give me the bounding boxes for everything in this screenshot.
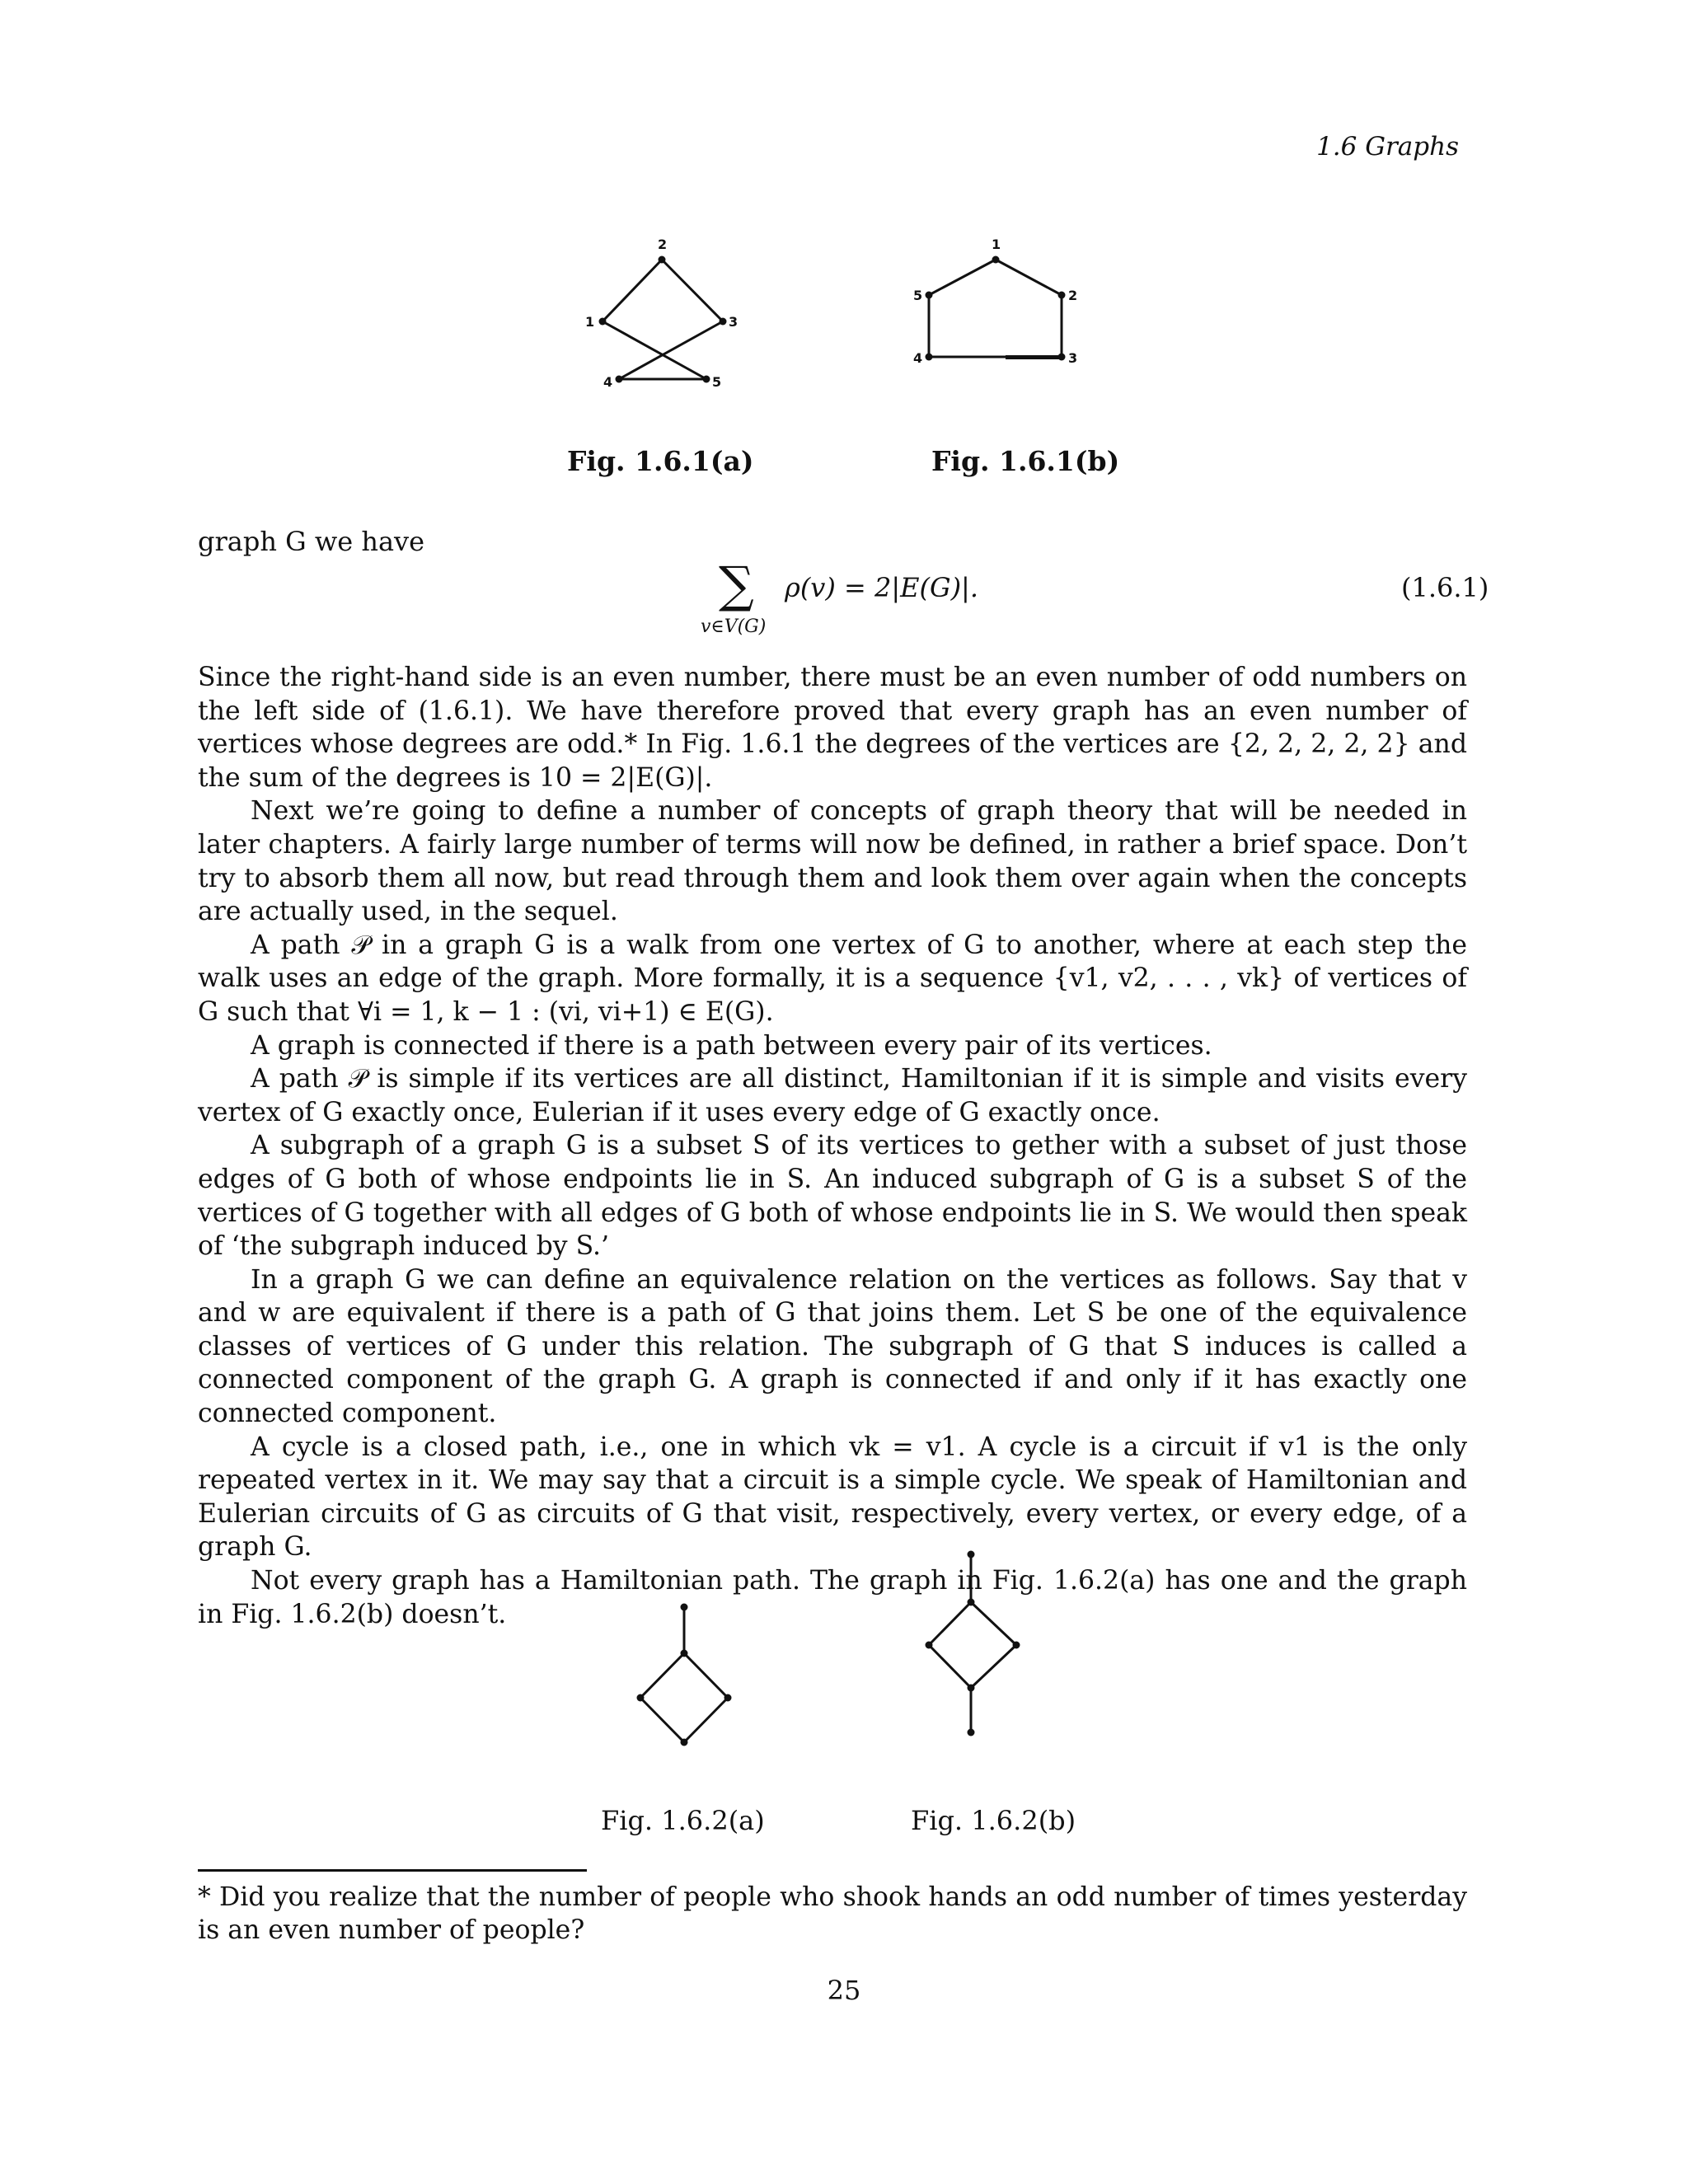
page-number: 25 [827, 1975, 861, 2006]
graph-edge [971, 1645, 1016, 1688]
paragraph: Not every graph has a Hamiltonian path. The graph in Fig. 1.6.2(a) has one and the graph in Fig. 1.6.2(b) doesn’t. [198, 1566, 1467, 1629]
graph-vertex [681, 1604, 688, 1611]
paragraph: Next we’re going to define a number of concepts of graph theory that will be needed in later chapters. A fairly large number of terms will now be defined, in rather a brief space. Don’t try to absorb them all now, but read through them and look them over again when the concepts are actually used, in the sequel. [198, 796, 1467, 927]
graph-vertex [992, 256, 1000, 264]
graph-edge [684, 1698, 728, 1742]
graph-edge [619, 321, 723, 379]
paragraph: A subgraph of a graph G is a subset S of its vertices to gether with a subset of just those edges of G both of whose endpoints lie in S. An induced subgraph of G is a subset S of the vertices of G together with all edges of G both of whose endpoints lie in S. We would then speak of ‘the subgraph induced by S.’ [198, 1131, 1467, 1262]
summation-symbol: ∑ [719, 556, 754, 614]
summation-subscript: v∈V(G) [701, 616, 767, 637]
paragraph: In a graph G we can define an equivalence relation on the vertices as follows. Say that v and w are equivalent if there is a path of G that joins them. Let S be one of the equivalence classes of vertices of G under this relation. The subgraph of G that S induces is called a connected component of the graph G. A graph is connected if and only if it has exactly one connected component. [198, 1264, 1467, 1429]
graph-edge-segment [1006, 355, 1062, 359]
vertex-label: 3 [1068, 350, 1078, 366]
graph-vertex [926, 292, 933, 299]
graph-vertex [926, 354, 933, 361]
vertex-label: 3 [729, 314, 738, 330]
figure-1-6-2a [635, 1599, 750, 1764]
vertex-label: 2 [658, 237, 668, 252]
graph-edge [603, 321, 706, 379]
graph-vertex [681, 1650, 688, 1657]
graph-edge [684, 1653, 728, 1698]
running-header: 1.6 Graphs [1316, 132, 1459, 162]
graph-vertex [599, 318, 607, 326]
graph-vertex [703, 376, 710, 383]
graph-vertex [724, 1694, 732, 1702]
equation-number: (1.6.1) [1401, 572, 1489, 603]
graph-edge [640, 1653, 684, 1698]
graph-edge [603, 260, 662, 321]
footnote: * Did you realize that the number of people who shook hands an odd number of times yesterday is an even number of people? [198, 1882, 1467, 1945]
equation-body: ρ(v) = 2|E(G)|. [785, 572, 978, 603]
graph-vertex [968, 1729, 975, 1736]
graph-edge [971, 1602, 1016, 1645]
graph-vertex [720, 318, 727, 326]
graph-edge [929, 1602, 971, 1645]
graph-vertex [926, 1642, 933, 1649]
graph-edge [996, 260, 1062, 295]
graph-edge [929, 1645, 971, 1688]
paragraph: A path 𝒫 in a graph G is a walk from one vertex of G to another, where at each step the walk uses an edge of the graph. More formally, it is a sequence {v1, v2, . . . , vk} of vertices of G such that ∀i = 1, k − 1 : (vi, vi+1) ∈ E(G). [198, 930, 1467, 1027]
vertex-label: 2 [1068, 288, 1078, 303]
vertex-label: 1 [992, 237, 1001, 252]
graph-vertex [968, 1685, 975, 1692]
figure-1-6-1b [907, 231, 1104, 379]
graph-vertex [681, 1739, 688, 1746]
vertex-label: 4 [913, 350, 923, 366]
vertex-label: 5 [712, 374, 722, 390]
lead-in-text: graph G we have [198, 526, 425, 557]
graph-vertex [1058, 292, 1066, 299]
paragraph: A path 𝒫 is simple if its vertices are all distinct, Hamiltonian if it is simple and visits every vertex of G exactly once, Eulerian if it uses every edge of G exactly once. [198, 1064, 1467, 1127]
paragraph: A cycle is a closed path, i.e., one in which vk = v1. A cycle is a circuit if v1 is the only repeated vertex in it. We may say that a circuit is a simple cycle. We speak of Hamiltonian and Eulerian circuits of G as circuits of G that visit, respectively, every vertex, or every edge, of a graph G. [198, 1432, 1467, 1563]
paragraph: Since the right-hand side is an even number, there must be an even number of odd numbers on the left side of (1.6.1). We have therefore proved that every graph has an even number of vertices whose degrees are odd.* In Fig. 1.6.1 the degrees of the vertices are {2, 2, 2, 2, 2} and the sum of the degrees is 10 = 2|E(G)|. [198, 663, 1467, 793]
graph-vertex [616, 376, 623, 383]
figure-caption: Fig. 1.6.2(b) [911, 1805, 1076, 1836]
graph-vertex [968, 1599, 975, 1606]
graph-vertex [1013, 1642, 1020, 1649]
graph-vertex [659, 256, 666, 264]
graph-edge [640, 1698, 684, 1742]
vertex-label: 4 [603, 374, 613, 390]
graph-vertex [1058, 354, 1066, 361]
figure-1-6-2b [923, 1546, 1039, 1744]
figure-caption: Fig. 1.6.1(a) [567, 445, 754, 477]
vertex-label: 5 [913, 288, 923, 303]
paragraph: A graph is connected if there is a path between every pair of its vertices. [251, 1030, 1212, 1061]
graph-edge [662, 260, 723, 321]
graph-edge [929, 260, 996, 295]
figure-caption: Fig. 1.6.2(a) [601, 1805, 765, 1836]
graph-vertex [637, 1694, 645, 1702]
graph-vertex [968, 1551, 975, 1558]
vertex-label: 1 [585, 314, 595, 330]
figure-caption: Fig. 1.6.1(b) [931, 445, 1120, 477]
body-text [198, 661, 1467, 1631]
figure-1-6-1a [577, 231, 758, 404]
footnote-rule [198, 1869, 587, 1872]
